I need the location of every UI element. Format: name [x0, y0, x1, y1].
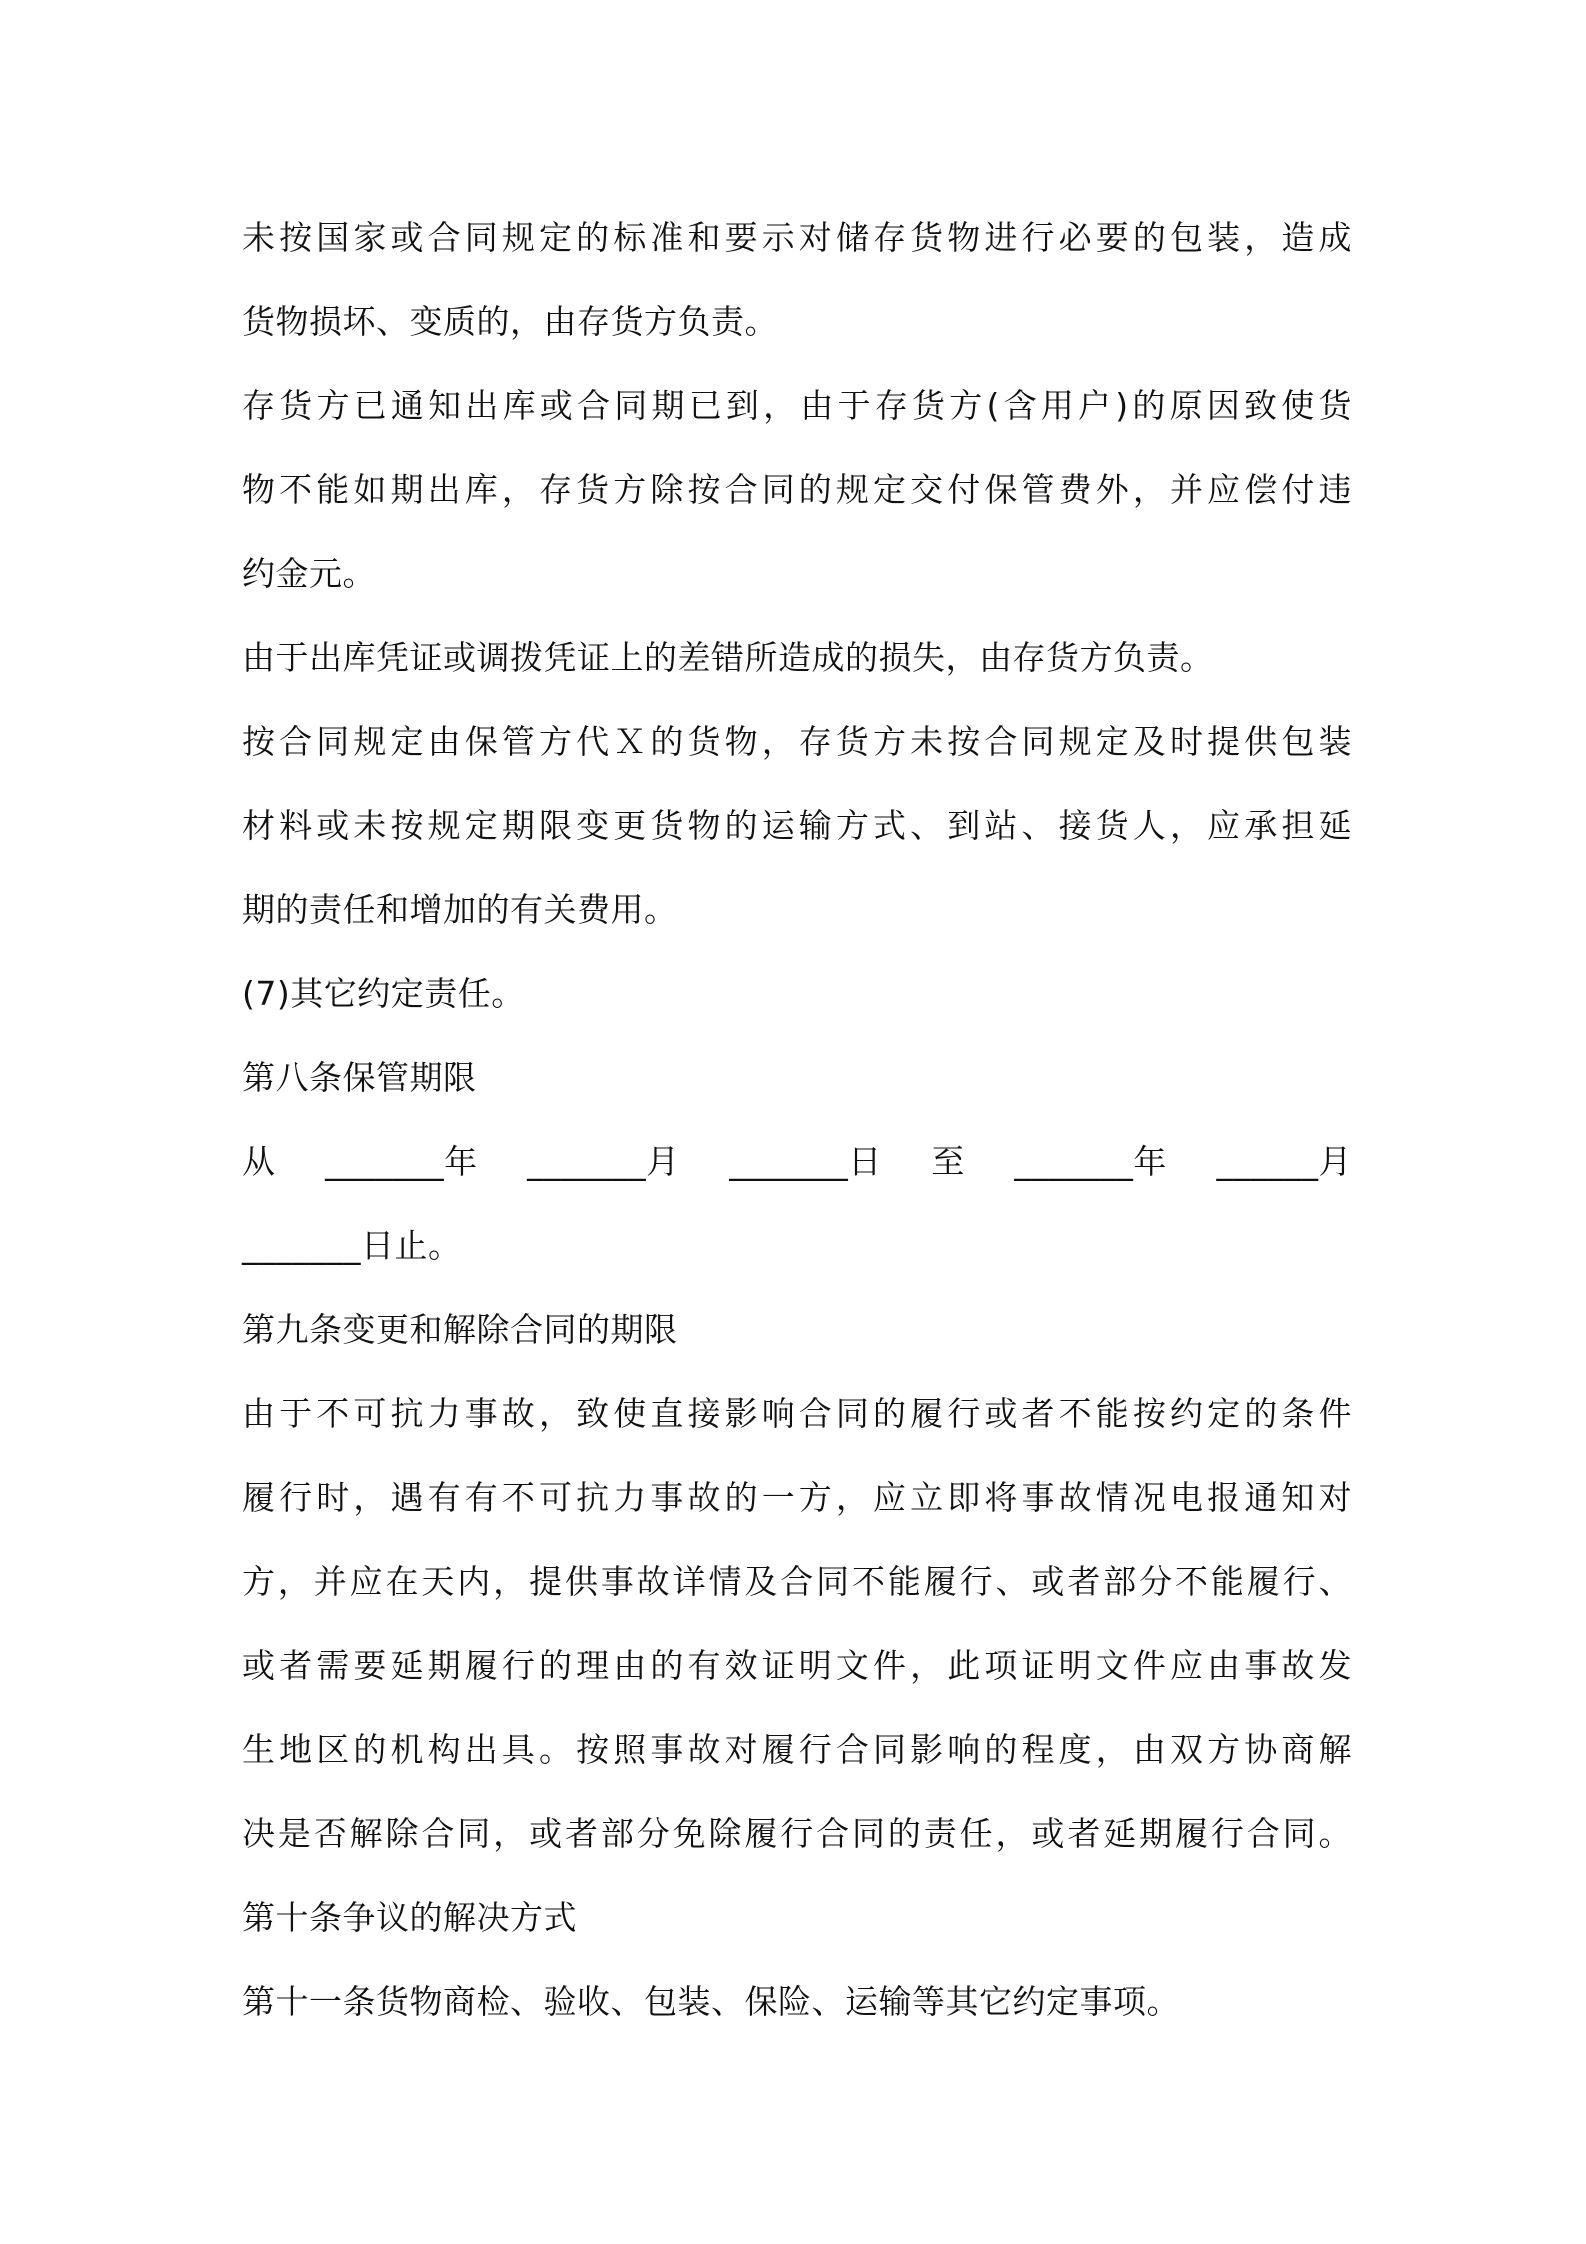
period-from-label: 从: [242, 1142, 276, 1181]
paragraph-line: 或者需要延期履行的理由的有效证明文件，此项证明文件应由事故发: [242, 1646, 1352, 1685]
paragraph-line: 货物损坏、变质的，由存货方负责。: [242, 302, 778, 341]
paragraph-line: 由于出库凭证或调拨凭证上的差错所造成的损失，由存货方负责。: [242, 638, 1214, 677]
document-body: [242, 196, 1352, 2044]
paragraph-line: 物不能如期出库，存货方除按合同的规定交付保管费外，并应偿付违: [242, 470, 1352, 509]
paragraph-line: 方，并应在天内，提供事故详情及合同不能履行、或者部分不能履行、: [242, 1562, 1352, 1601]
paragraph-line: 材料或未按规定期限变更货物的运输方式、到站、接货人，应承担延: [242, 806, 1352, 845]
paragraph-line: 约金元。: [242, 554, 376, 593]
period-end-day-line: _______日止。: [242, 1226, 462, 1265]
period-end-month-blank: ______月: [1216, 1142, 1352, 1181]
storage-period-row: [242, 1120, 1352, 1204]
section-heading: 第十条争议的解决方式: [242, 1898, 577, 1937]
paragraph-line: 决是否解除合同，或者部分免除履行合同的责任，或者延期履行合同。: [242, 1814, 1352, 1853]
period-end-year-blank: _______年: [1014, 1142, 1167, 1181]
period-start-month-blank: _______月: [527, 1142, 680, 1181]
paragraph-line: 由于不可抗力事故，致使直接影响合同的履行或者不能按约定的条件: [242, 1394, 1352, 1433]
paragraph-line: 生地区的机构出具。按照事故对履行合同影响的程度，由双方协商解: [242, 1730, 1352, 1769]
period-start-day-blank: _______日: [729, 1142, 882, 1181]
paragraph-line: 履行时，遇有有不可抗力事故的一方，应立即将事故情况电报通知对: [242, 1478, 1352, 1517]
period-to-label: 至: [931, 1142, 965, 1181]
section-heading: 第九条变更和解除合同的期限: [242, 1310, 678, 1349]
section-heading: 第十一条货物商检、验收、包装、保险、运输等其它约定事项。: [242, 1982, 1180, 2021]
period-start-year-blank: _______年: [325, 1142, 478, 1181]
section-heading: 第八条保管期限: [242, 1058, 477, 1097]
paragraph-line: 未按国家或合同规定的标准和要示对储存货物进行必要的包装，造成: [242, 218, 1352, 257]
paragraph-line: 按合同规定由保管方代Ｘ的货物，存货方未按合同规定及时提供包装: [242, 722, 1352, 761]
paragraph-line: 期的责任和增加的有关费用。: [242, 890, 678, 929]
paragraph-line: 存货方已通知出库或合同期已到，由于存货方(含用户)的原因致使货: [242, 386, 1352, 425]
clause-item: (7)其它约定责任。: [242, 974, 525, 1013]
